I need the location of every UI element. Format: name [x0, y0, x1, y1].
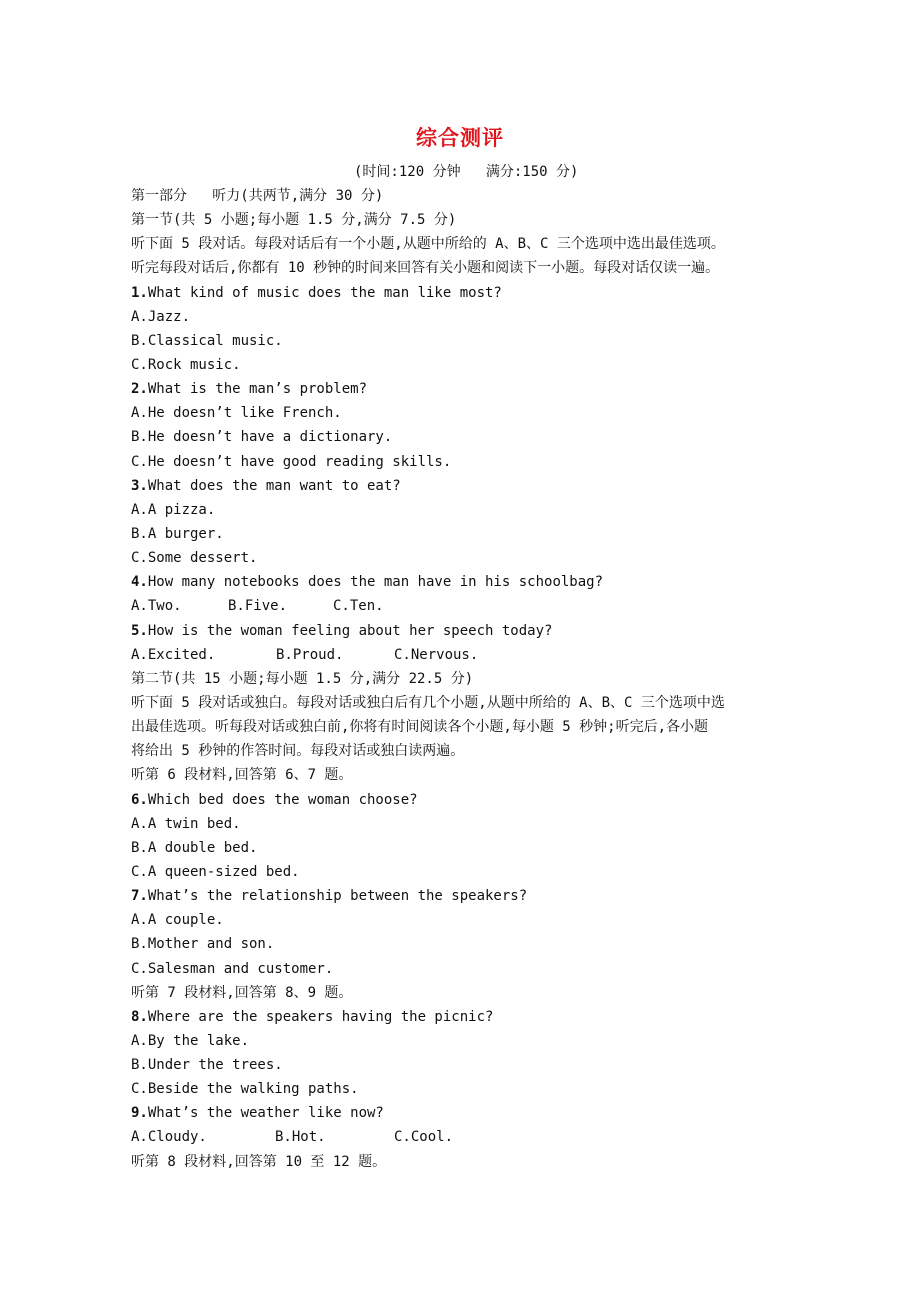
- options-row: [131, 643, 791, 667]
- option-c: C.Cool.: [394, 1129, 454, 1146]
- option-a: A.He doesn’t like French.: [131, 405, 342, 422]
- question: [131, 1005, 791, 1102]
- question-number: 6.: [131, 791, 148, 808]
- question-number: 3.: [131, 477, 148, 494]
- question: [131, 788, 791, 885]
- section2-instructions-line: 听下面 5 段对话或独白。每段对话或独白后有几个小题,从题中所给的 A、B、C 三个选项中选: [131, 694, 725, 711]
- option-a: A.Jazz.: [131, 308, 191, 325]
- question: [131, 474, 791, 571]
- question-stem: [131, 619, 791, 643]
- question-number: 7.: [131, 888, 148, 905]
- option-b: B.He doesn’t have a dictionary.: [131, 429, 393, 446]
- question-number: 8.: [131, 1008, 148, 1025]
- question-stem: [131, 474, 791, 498]
- option-c: C.Beside the walking paths.: [131, 1081, 359, 1098]
- question-number: 1.: [131, 284, 148, 301]
- question-stem: [131, 570, 791, 594]
- question-text: What’s the relationship between the speakers?: [147, 888, 528, 905]
- question-text: Where are the speakers having the picnic?: [147, 1008, 494, 1025]
- option-b: B.Hot.: [275, 1129, 326, 1146]
- option-c: C.Rock music.: [131, 356, 241, 373]
- option-c: C.Salesman and customer.: [131, 960, 334, 977]
- document-body: [131, 184, 791, 1174]
- question-text: What’s the weather like now?: [147, 1105, 384, 1122]
- question-text: What kind of music does the man like most?: [147, 284, 502, 301]
- option-a: A.A couple.: [131, 912, 224, 929]
- question-text: How many notebooks does the man have in his schoolbag?: [147, 574, 604, 591]
- question-stem: [131, 1101, 791, 1125]
- question: [131, 570, 791, 618]
- option-b: B.Proud.: [276, 646, 344, 663]
- option-c: C.He doesn’t have good reading skills.: [131, 453, 452, 470]
- question-text: How is the woman feeling about her speech today?: [147, 622, 553, 639]
- option-b: B.Classical music.: [131, 332, 283, 349]
- section1-heading: 第一节(共 5 小题;每小题 1.5 分,满分 7.5 分): [131, 212, 457, 229]
- option-c: C.A queen-sized bed.: [131, 863, 300, 880]
- section2-instructions-line: 出最佳选项。听每段对话或独白前,你将有时间阅读各个小题,每小题 5 秒钟;听完后,各小题: [131, 719, 708, 736]
- option-b: B.Under the trees.: [131, 1057, 283, 1074]
- option-a: A.Two.: [131, 598, 182, 615]
- question-stem: [131, 281, 791, 305]
- material-heading: 听第 8 段材料,回答第 10 至 12 题。: [131, 1153, 387, 1170]
- options-row: [131, 594, 791, 618]
- question-stem: [131, 1005, 791, 1029]
- part1-heading: 第一部分 听力(共两节,满分 30 分): [131, 188, 384, 204]
- question: [131, 281, 791, 378]
- question-text: What is the man’s problem?: [147, 381, 368, 398]
- section1-instructions-line: 听完每段对话后,你都有 10 秒钟的时间来回答有关小题和阅读下一小题。每段对话仅读一遍。: [131, 260, 720, 277]
- material-heading: 听第 7 段材料,回答第 8、9 题。: [131, 984, 353, 1001]
- option-b: B.Five.: [228, 598, 288, 615]
- option-c: C.Some dessert.: [131, 550, 258, 567]
- question: [131, 619, 791, 667]
- question-number: 4.: [131, 574, 148, 591]
- question-stem: [131, 884, 791, 908]
- option-c: C.Ten.: [333, 598, 384, 615]
- question: [131, 377, 791, 474]
- option-b: B.A double bed.: [131, 839, 258, 856]
- option-a: A.A pizza.: [131, 501, 216, 518]
- question: [131, 1101, 791, 1149]
- question-number: 5.: [131, 622, 148, 639]
- question: [131, 884, 791, 981]
- option-c: C.Nervous.: [394, 646, 479, 663]
- section2-instructions-line: 将给出 5 秒钟的作答时间。每段对话或独白读两遍。: [131, 743, 465, 760]
- question-number: 9.: [131, 1105, 148, 1122]
- section2-heading: 第二节(共 15 小题;每小题 1.5 分,满分 22.5 分): [131, 670, 474, 687]
- question-number: 2.: [131, 381, 148, 398]
- option-a: A.A twin bed.: [131, 815, 241, 832]
- options-row: [131, 1125, 791, 1149]
- material-heading: 听第 6 段材料,回答第 6、7 题。: [131, 767, 353, 784]
- option-a: A.Cloudy.: [131, 1129, 207, 1146]
- question-stem: [131, 788, 791, 812]
- exam-info: (时间:120 分钟 满分:150 分): [354, 164, 579, 180]
- question-stem: [131, 377, 791, 401]
- page-title: 综合测评: [416, 125, 504, 150]
- option-a: A.By the lake.: [131, 1032, 250, 1049]
- question-text: What does the man want to eat?: [147, 477, 401, 494]
- option-b: B.A burger.: [131, 525, 224, 542]
- question-text: Which bed does the woman choose?: [147, 791, 418, 808]
- option-a: A.Excited.: [131, 646, 216, 663]
- section1-instructions-line: 听下面 5 段对话。每段对话后有一个小题,从题中所给的 A、B、C 三个选项中选出最佳选项。: [131, 236, 725, 253]
- option-b: B.Mother and son.: [131, 936, 275, 953]
